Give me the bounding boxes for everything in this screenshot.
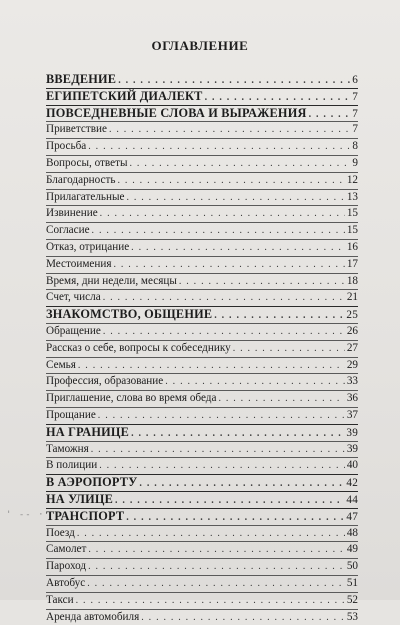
page-title: ОГЛАВЛЕНИЕ	[0, 38, 400, 54]
toc-page-number: 15	[347, 206, 358, 222]
table-of-contents	[46, 72, 358, 625]
toc-section-entry	[46, 306, 358, 323]
toc-entry-label: Рассказ о себе, вопросы к собеседнику	[46, 341, 231, 357]
dot-leader	[126, 190, 344, 206]
dot-leader	[88, 139, 350, 155]
toc-entry-label: Отказ, отрицание	[46, 240, 129, 256]
toc-page-number: 44	[346, 493, 358, 509]
toc-page-number: 39	[347, 442, 358, 458]
toc-subsection-entry	[46, 592, 358, 609]
toc-entry-label: ЗНАКОМСТВО, ОБЩЕНИЕ	[46, 307, 212, 323]
scan-mark: ' -- ·	[6, 510, 45, 520]
toc-page-number: 50	[347, 559, 358, 575]
toc-entry-label: НА УЛИЦЕ	[46, 492, 113, 508]
toc-section-entry	[46, 508, 358, 525]
toc-entry-label: Приветствие	[46, 122, 107, 138]
toc-page-number: 47	[346, 510, 358, 526]
toc-page-number: 39	[346, 426, 358, 442]
toc-entry-label: Автобус	[46, 576, 85, 592]
dot-leader	[91, 442, 345, 458]
toc-entry-label: Самолет	[46, 542, 86, 558]
toc-page-number: 53	[347, 610, 358, 625]
dot-leader	[88, 542, 344, 558]
dot-leader	[99, 458, 345, 474]
toc-subsection-entry	[46, 373, 358, 390]
toc-page-number: 17	[347, 257, 358, 273]
toc-subsection-entry	[46, 205, 358, 222]
toc-subsection-entry	[46, 575, 358, 592]
dot-leader	[117, 173, 344, 189]
toc-section-entry	[46, 491, 358, 508]
dot-leader	[114, 257, 345, 273]
toc-page-number: 7	[352, 90, 358, 106]
toc-subsection-entry	[46, 407, 358, 424]
toc-entry-label: Прилагательные	[46, 190, 124, 206]
toc-entry-label: Таможня	[46, 442, 89, 458]
toc-subsection-entry	[46, 357, 358, 374]
toc-page-number: 25	[346, 308, 358, 324]
toc-subsection-entry	[46, 390, 358, 407]
toc-section-entry	[46, 474, 358, 491]
dot-leader	[100, 206, 345, 222]
toc-entry-label: Счет, числа	[46, 290, 101, 306]
toc-entry-label: Такси	[46, 593, 74, 609]
toc-subsection-entry	[46, 121, 358, 138]
toc-subsection-entry	[46, 138, 358, 155]
toc-page-number: 42	[346, 476, 358, 492]
dot-leader	[115, 493, 344, 509]
toc-page-number: 52	[347, 593, 358, 609]
dot-leader	[103, 324, 345, 340]
toc-subsection-entry	[46, 189, 358, 206]
toc-page-number: 51	[347, 576, 358, 592]
toc-subsection-entry	[46, 323, 358, 340]
dot-leader	[214, 308, 344, 324]
toc-page-number: 12	[347, 173, 358, 189]
toc-entry-label: В АЭРОПОРТУ	[46, 475, 137, 491]
dot-leader	[78, 358, 345, 374]
dot-leader	[87, 576, 345, 592]
dot-leader	[131, 426, 344, 442]
toc-section-entry	[46, 88, 358, 105]
toc-subsection-entry	[46, 525, 358, 542]
toc-subsection-entry	[46, 558, 358, 575]
toc-entry-label: Приглашение, слова во время обеда	[46, 391, 216, 407]
toc-section-entry	[46, 105, 358, 122]
toc-entry-label: НА ГРАНИЦЕ	[46, 425, 129, 441]
dot-leader	[76, 593, 345, 609]
toc-entry-label: Аренда автомобиля	[46, 610, 139, 625]
toc-page-number: 37	[347, 408, 358, 424]
dot-leader	[218, 391, 344, 407]
dot-leader	[109, 122, 350, 138]
toc-page-number: 7	[352, 107, 358, 123]
toc-entry-label: ПОВСЕДНЕВНЫЕ СЛОВА И ВЫРАЖЕНИЯ	[46, 106, 307, 122]
dot-leader	[233, 341, 345, 357]
toc-page-number: 18	[347, 274, 358, 290]
toc-page-number: 48	[347, 526, 358, 542]
toc-section-entry	[46, 424, 358, 441]
toc-subsection-entry	[46, 222, 358, 239]
toc-entry-label: Прощание	[46, 408, 96, 424]
toc-entry-label: Благодарность	[46, 173, 115, 189]
toc-page-number: 26	[347, 324, 358, 340]
toc-subsection-entry	[46, 289, 358, 306]
dot-leader	[77, 526, 345, 542]
dot-leader	[139, 476, 344, 492]
dot-leader	[205, 90, 351, 106]
toc-page-number: 40	[347, 458, 358, 474]
toc-page-number: 29	[347, 358, 358, 374]
toc-entry-label: Вопросы, ответы	[46, 156, 128, 172]
dot-leader	[165, 374, 345, 390]
toc-page-number: 13	[347, 190, 358, 206]
toc-section-entry	[46, 72, 358, 88]
dot-leader	[118, 73, 350, 89]
toc-page-number: 6	[352, 73, 358, 89]
dot-leader	[98, 408, 345, 424]
dot-leader	[309, 107, 351, 123]
toc-subsection-entry	[46, 457, 358, 474]
toc-entry-label: Поезд	[46, 526, 75, 542]
toc-entry-label: Извинение	[46, 206, 98, 222]
dot-leader	[126, 510, 344, 526]
toc-entry-label: Местоимения	[46, 257, 112, 273]
toc-subsection-entry	[46, 541, 358, 558]
toc-subsection-entry	[46, 256, 358, 273]
toc-page-number: 16	[347, 240, 358, 256]
toc-entry-label: ЕГИПЕТСКИЙ ДИАЛЕКТ	[46, 89, 203, 105]
toc-entry-label: Обращение	[46, 324, 101, 340]
toc-page-number: 33	[347, 374, 358, 390]
dot-leader	[141, 610, 345, 625]
toc-entry-label: ВВЕДЕНИЕ	[46, 72, 116, 88]
toc-page-number: 9	[352, 156, 358, 172]
toc-page-number: 27	[347, 341, 358, 357]
toc-entry-label: ТРАНСПОРТ	[46, 509, 124, 525]
toc-entry-label: Согласие	[46, 223, 90, 239]
toc-page-number: 8	[352, 139, 358, 155]
dot-leader	[103, 290, 345, 306]
toc-entry-label: Время, дни недели, месяцы	[46, 274, 177, 290]
dot-leader	[92, 223, 345, 239]
toc-subsection-entry	[46, 609, 358, 625]
toc-page-number: 7	[352, 122, 358, 138]
toc-entry-label: В полиции	[46, 458, 97, 474]
toc-page-number: 36	[347, 391, 358, 407]
toc-entry-label: Профессия, образование	[46, 374, 163, 390]
toc-subsection-entry	[46, 172, 358, 189]
toc-subsection-entry	[46, 273, 358, 290]
toc-page-number: 21	[347, 290, 358, 306]
toc-entry-label: Семья	[46, 358, 76, 374]
toc-entry-label: Пароход	[46, 559, 86, 575]
toc-entry-label: Просьба	[46, 139, 86, 155]
dot-leader	[88, 559, 345, 575]
toc-page-number: 15	[347, 223, 358, 239]
dot-leader	[131, 240, 345, 256]
toc-subsection-entry	[46, 239, 358, 256]
toc-subsection-entry	[46, 155, 358, 172]
toc-subsection-entry	[46, 340, 358, 357]
dot-leader	[130, 156, 351, 172]
toc-subsection-entry	[46, 441, 358, 458]
dot-leader	[179, 274, 345, 290]
toc-page-number: 49	[347, 542, 358, 558]
